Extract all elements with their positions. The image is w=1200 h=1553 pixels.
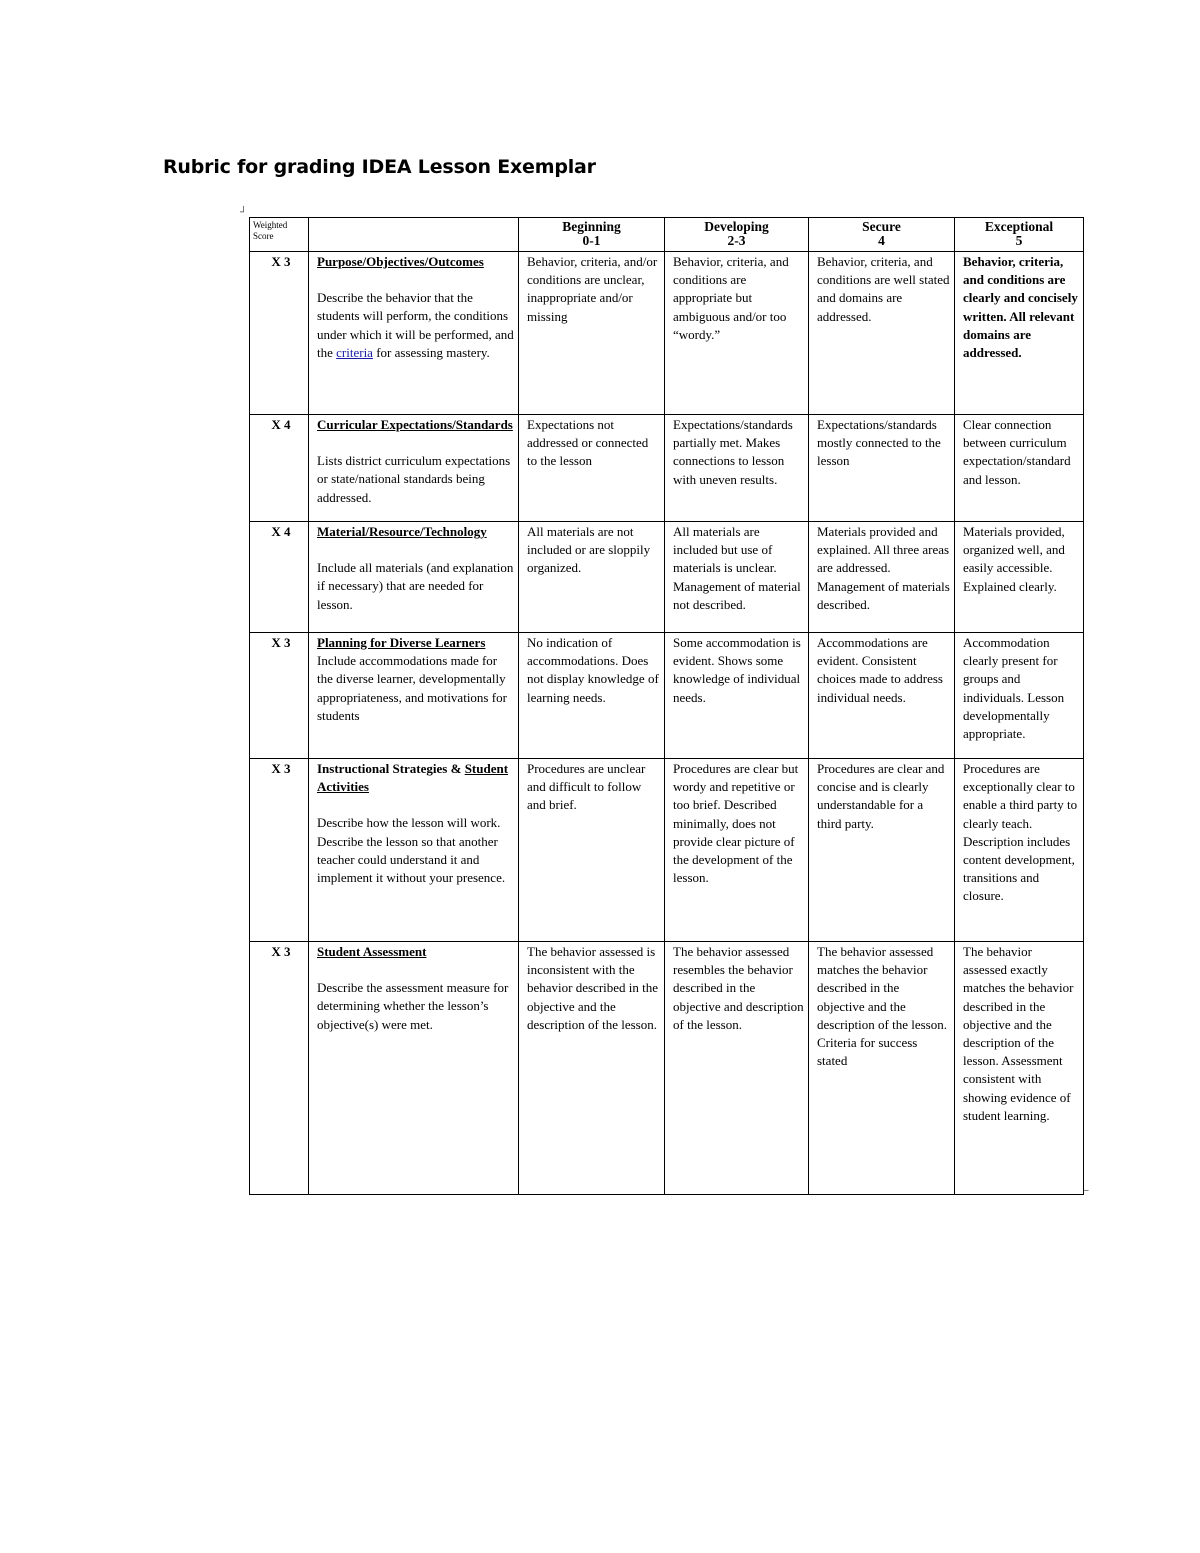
level-header-developing xyxy=(665,218,809,252)
criterion-name: Curricular Expectations/Standards xyxy=(317,417,513,432)
level-label: Exceptional xyxy=(984,219,1054,234)
secure-cell: Expectations/standards mostly connected to the lesson xyxy=(809,415,955,522)
rubric-row-curricular xyxy=(250,415,1084,522)
beginning-cell: The behavior assessed is inconsistent with the behavior described in the objective and the description of the lesson. xyxy=(519,942,665,1195)
level-label: Secure xyxy=(862,219,901,234)
criterion-description: Include accommodations made for the diverse learner, developmentally appropriateness, and motivations for students xyxy=(317,653,507,723)
rubric-row-diverse-learners xyxy=(250,633,1084,759)
level-score: 2-3 xyxy=(727,233,746,248)
weight-cell: X 3 xyxy=(250,942,309,1195)
criterion-cell xyxy=(309,759,519,942)
level-header-beginning xyxy=(519,218,665,252)
level-label: Beginning xyxy=(562,219,621,234)
weight-cell: X 3 xyxy=(250,759,309,942)
level-score: 5 xyxy=(1015,233,1023,248)
criterion-description: Describe the assessment measure for determining whether the lesson’s objective(s) were met. xyxy=(317,980,509,1032)
weighted-score-header: Weighted Score xyxy=(250,218,309,252)
header-row xyxy=(250,218,1084,252)
criterion-header xyxy=(309,218,519,252)
beginning-cell: All materials are not included or are sloppily organized. xyxy=(519,522,665,633)
secure-cell: Procedures are clear and concise and is clearly understandable for a third party. xyxy=(809,759,955,942)
level-header-exceptional xyxy=(955,218,1084,252)
exceptional-cell: Accommodation clearly present for groups and individuals. Lesson developmentally appropriate. xyxy=(955,633,1084,759)
criterion-name: Student Activities xyxy=(317,761,509,795)
criterion-name: Purpose/Objectives/Outcomes xyxy=(317,254,484,269)
rubric-row-instructional xyxy=(250,759,1084,942)
exceptional-cell: Behavior, criteria, and conditions are clearly and concisely written. All relevant domains are addressed. xyxy=(955,252,1084,415)
criterion-cell xyxy=(309,415,519,522)
exceptional-cell: Materials provided, organized well, and easily accessible. Explained clearly. xyxy=(955,522,1084,633)
developing-cell: Behavior, criteria, and conditions are appropriate but ambiguous and/or too “wordy.” xyxy=(665,252,809,415)
secure-cell: The behavior assessed matches the behavior described in the objective and the description of the lesson. Criteria for success stated xyxy=(809,942,955,1195)
criterion-description: Describe how the lesson will work. Describe the lesson so that another teacher could understand it and implement it without your presence. xyxy=(317,815,506,886)
criterion-name-prefix: Instructional Strategies & xyxy=(317,761,465,776)
developing-cell: All materials are included but use of materials is unclear. Management of material not described. xyxy=(665,522,809,633)
document-title: Rubric for grading IDEA Lesson Exemplar xyxy=(163,156,596,178)
exceptional-cell: Clear connection between curriculum expectation/standard and lesson. xyxy=(955,415,1084,522)
criterion-name: Student Assessment xyxy=(317,944,427,959)
table-end-mark: – xyxy=(1083,1185,1089,1196)
criterion-description xyxy=(317,289,514,362)
exceptional-cell: Procedures are exceptionally clear to enable a third party to clearly teach. Description includes content development, transitions and closure. xyxy=(955,759,1084,942)
rubric-row-purpose xyxy=(250,252,1084,415)
developing-cell: Expectations/standards partially met. Makes connections to lesson with uneven results. xyxy=(665,415,809,522)
developing-cell: Procedures are clear but wordy and repetitive or too brief. Described minimally, does not provide clear picture of the development of the lesson. xyxy=(665,759,809,942)
weight-cell: X 4 xyxy=(250,522,309,633)
description-text: for assessing mastery. xyxy=(372,344,490,360)
criterion-cell xyxy=(309,522,519,633)
criterion-cell xyxy=(309,633,519,759)
level-score: 4 xyxy=(878,233,885,248)
rubric-row-assessment xyxy=(250,942,1084,1195)
rubric-table xyxy=(249,217,1084,1195)
description-text: Describe the behavior that the students will perform, the conditions under which it will be performed, and the xyxy=(317,290,514,360)
level-score: 0-1 xyxy=(582,233,601,248)
developing-cell: The behavior assessed resembles the behavior described in the objective and description of the lesson. xyxy=(665,942,809,1195)
weight-cell: X 3 xyxy=(250,252,309,415)
level-label: Developing xyxy=(704,219,769,234)
criterion-cell xyxy=(309,252,519,415)
beginning-cell: Behavior, criteria, and/or conditions are unclear, inappropriate and/or missing xyxy=(519,252,665,415)
exceptional-cell: The behavior assessed exactly matches the behavior described in the objective and the description of the lesson. Assessment consistent with showing evidence of student learning. xyxy=(955,942,1084,1195)
beginning-cell: Expectations not addressed or connected to the lesson xyxy=(519,415,665,522)
weight-cell: X 4 xyxy=(250,415,309,522)
table-corner-mark: ┘ xyxy=(240,207,248,218)
beginning-cell: No indication of accommodations. Does not display knowledge of learning needs. xyxy=(519,633,665,759)
rubric-row-materials xyxy=(250,522,1084,633)
secure-cell: Materials provided and explained. All three areas are addressed. Management of materials described. xyxy=(809,522,955,633)
criterion-description: Lists district curriculum expectations or state/national standards being addressed. xyxy=(317,453,511,505)
criterion-name: Material/Resource/Technology xyxy=(317,524,487,539)
beginning-cell: Procedures are unclear and difficult to follow and brief. xyxy=(519,759,665,942)
criterion-cell xyxy=(309,942,519,1195)
weight-cell: X 3 xyxy=(250,633,309,759)
level-header-secure xyxy=(809,218,955,252)
secure-cell: Accommodations are evident. Consistent choices made to address individual needs. xyxy=(809,633,955,759)
criteria-link[interactable]: criteria xyxy=(336,344,373,360)
developing-cell: Some accommodation is evident. Shows some knowledge of individual needs. xyxy=(665,633,809,759)
criterion-name: Planning for Diverse Learners xyxy=(317,635,486,650)
criterion-description: Include all materials (and explanation if necessary) that are needed for lesson. xyxy=(317,560,514,612)
secure-cell: Behavior, criteria, and conditions are well stated and domains are addressed. xyxy=(809,252,955,415)
